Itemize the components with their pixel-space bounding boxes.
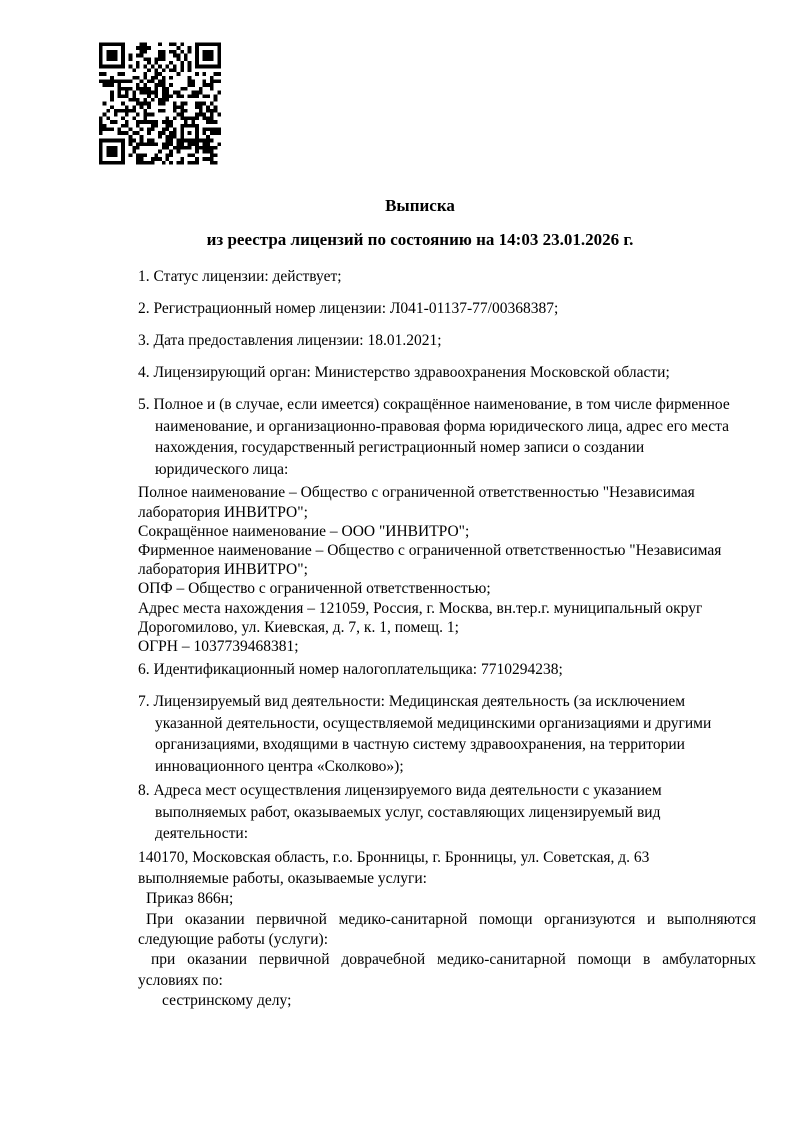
item8-line: деятельности: [155,825,249,843]
org-brand-name-line: лаборатория ИНВИТРО"; [138,561,308,579]
item7-line: инновационного центра «Сколково»); [155,757,404,775]
list-item-4-authority: 4. Лицензирующий орган: Министерство здравоохранения Московской области; [138,363,670,381]
list-item-2-reg-number: 2. Регистрационный номер лицензии: Л041-01137-77/00368387; [138,299,559,317]
item8-line: выполняемых работ, оказываемых услуг, составляющих лицензируемый вид [155,803,661,821]
work-line-primary-care: При оказании первичной медико-санитарной помощи организуются и выполняются [146,910,756,928]
org-address-line: Адрес места нахождения – 121059, Россия, г. Москва, вн.тер.г. муниципальный округ [138,599,703,617]
document-body [138,266,756,1012]
work-line-prehospital: при оказании первичной доврачебной медико-санитарной помощи в амбулаторных [151,951,756,969]
list-item-1-status: 1. Статус лицензии: действует; [138,268,342,285]
works-section [138,848,756,1011]
item5-line: нахождения, государственный регистрационный номер записи о создании [155,439,645,457]
list-item-6-inn: 6. Идентификационный номер налогоплательщика: 7710294238; [138,661,563,679]
order-reference: Приказ 866н; [146,890,234,908]
org-full-name-line: лаборатория ИНВИТРО"; [138,503,308,521]
list-item-5-org-naming [138,394,756,480]
work-line-nursing: сестринскому делу; [162,992,292,1010]
list-item-3-grant-date: 3. Дата предоставления лицензии: 18.01.2021; [138,331,442,349]
org-legal-form-line: ОПФ – Общество с ограниченной ответственностью; [138,580,491,598]
item5-line: наименование, и организационно-правовая форма юридического лица, адрес его места [155,417,730,435]
document-title [50,197,790,248]
item7-line: 7. Лицензируемый вид деятельности: Медицинская деятельность (за исключением [138,693,686,711]
list-item-7-activity [138,691,756,777]
item7-line: организациями, входящими в частную систему здравоохранения, на территории [155,736,685,754]
item5-line: юридического лица: [155,460,289,478]
org-full-name-line: Полное наименование – Общество с ограниченной ответственностью "Независимая [138,484,695,502]
org-brand-name-line: Фирменное наименование – Общество с ограниченной ответственностью "Независимая [138,541,722,559]
item8-line: 8. Адреса мест осуществления лицензируемого вида деятельности с указанием [138,782,662,799]
org-ogrn-line: ОГРН – 1037739468381; [138,637,299,655]
works-header: выполняемые работы, оказываемые услуги: [138,869,427,887]
work-line-following: следующие работы (услуги): [138,930,329,948]
item7-line: указанной деятельности, осуществляемой медицинскими организациями и другими [155,714,712,732]
title-line-1: Выписка [385,196,455,215]
org-short-name-line: Сокращённое наименование – ООО "ИНВИТРО"; [138,522,470,540]
org-address-line: Дорогомилово, ул. Киевская, д. 7, к. 1, помещ. 1; [138,618,459,636]
work-address: 140170, Московская область, г.о. Бронницы, г. Бронницы, ул. Советская, д. 63 [138,849,650,867]
qr-code-icon [99,42,221,165]
list-item-8-addresses [138,780,756,845]
item5-line: 5. Полное и (в случае, если имеется) сокращённое наименование, в том числе фирменное [138,395,730,413]
title-line-2: из реестра лицензий по состоянию на 14:03 23.01.2026 г. [206,230,634,249]
org-details [138,483,756,656]
work-line-conditions: условиях по: [138,971,223,989]
